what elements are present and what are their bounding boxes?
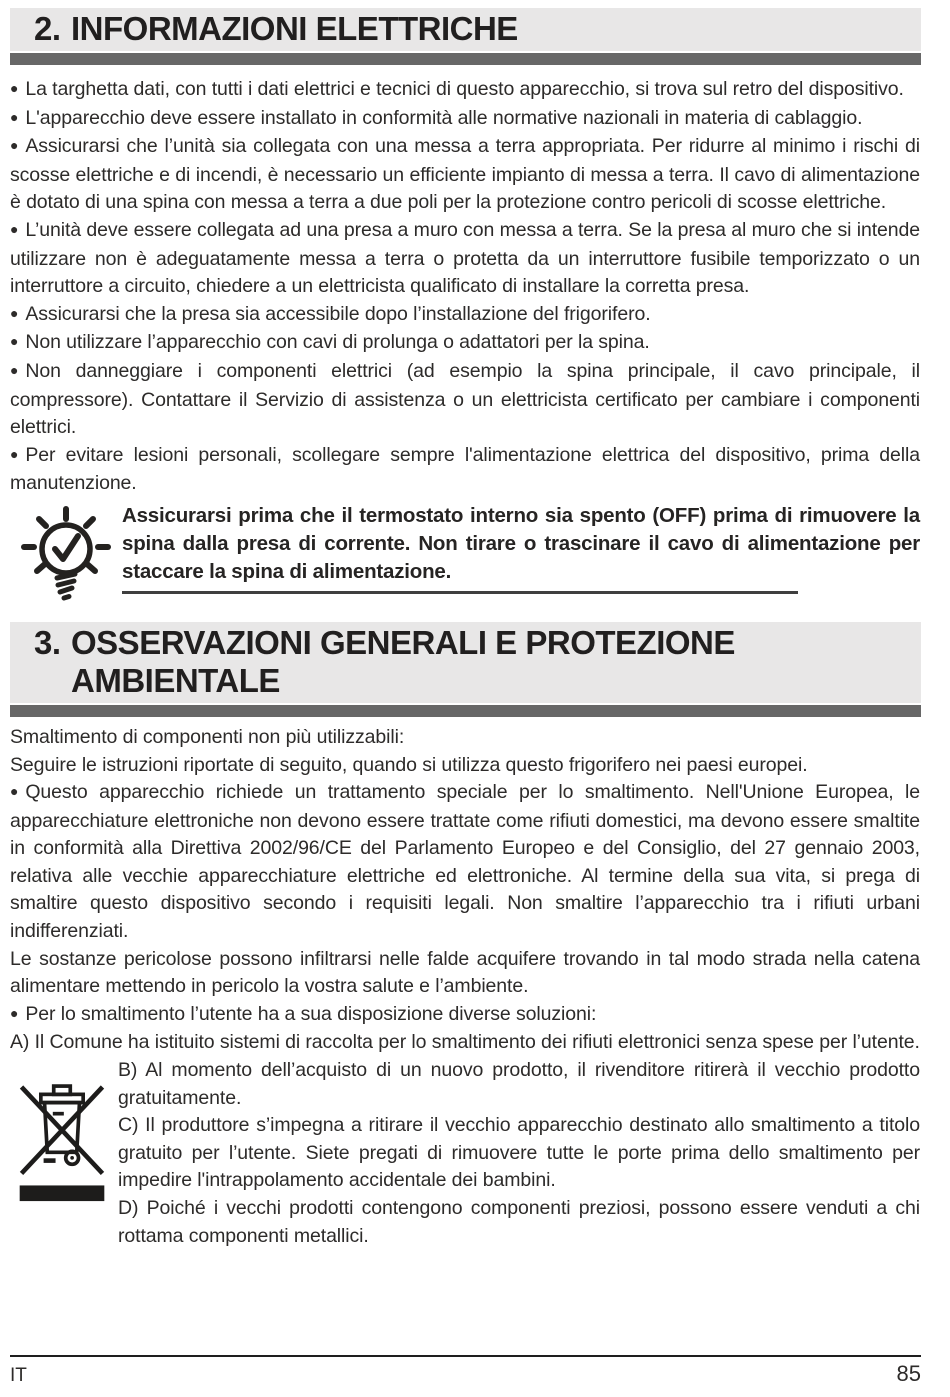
footer-language-code: IT — [10, 1365, 27, 1386]
bullet-icon: ● — [10, 445, 19, 462]
weee-underline-bar — [20, 1185, 105, 1201]
section-3-header-box — [10, 622, 921, 703]
tip-underline — [122, 591, 798, 594]
bullet-paragraph — [10, 329, 920, 358]
page-footer — [10, 1355, 921, 1387]
bullet-paragraph — [10, 105, 920, 134]
section-2-number: 2. — [34, 10, 61, 47]
bullet-icon: ● — [10, 333, 19, 350]
section-3-header-bar — [10, 705, 921, 717]
bullet-text: Assicurarsi che la presa sia accessibile dopo l’installazione del frigorifero. — [25, 302, 651, 325]
section-3-header — [10, 622, 921, 717]
bullet-icon: ● — [10, 80, 19, 96]
option-c-paragraph: C) Il produttore s’impegna a ritirare il vecchio apparecchio destinato allo smaltimento a titolo gratuito per l’utente. Siete pregati di rimuovere tutte le porte prima dello smaltimento per impedire l'intrappolamento accidentale dei bambini. — [118, 1114, 920, 1192]
weee-crossed-out-bin-icon — [10, 1057, 118, 1203]
bullet-text: Non danneggiare i componenti elettrici (ad esempio la spina principale, il cavo principale, il compressore). Contattare il Servizio di assistenza o un elettricista certificato per cambiare i componenti elettrici. — [10, 359, 920, 439]
bullet-icon: ● — [10, 220, 19, 237]
bullet-text: La targhetta dati, con tutti i dati elettrici e tecnici di questo apparecchio, si trova sul retro del dispositivo. — [25, 78, 904, 100]
bullet-paragraph — [10, 779, 920, 946]
section-2-header-box — [10, 8, 921, 51]
paragraph: Le sostanze pericolose possono infiltrarsi nelle falde acquifere trovando in tal modo strada nella catena alimentare mettendo in pericolo la vostra salute e l’ambiente. — [10, 947, 920, 998]
bullet-icon: ● — [10, 783, 19, 800]
section-2-header-bar — [10, 53, 921, 65]
bullet-text: Non utilizzare l’apparecchio con cavi di prolunga o adattatori per la spina. — [25, 331, 650, 354]
section-3-title: OSSERVAZIONI GENERALI E PROTEZIONE AMBIENTALE — [71, 623, 735, 699]
footer-page-number: 85 — [896, 1361, 921, 1386]
option-b-paragraph: B) Al momento dell’acquisto di un nuovo prodotto, il rivenditore ritirerà il vecchio prodotto gratuitamente. — [118, 1059, 920, 1109]
bullet-icon: ● — [10, 361, 19, 378]
bullet-paragraph — [10, 301, 920, 330]
bullet-icon: ● — [10, 304, 19, 321]
weee-options-text — [118, 1057, 920, 1250]
intro-line: Smaltimento di componenti non più utilizzabili: — [10, 725, 405, 748]
bullet-icon: ● — [10, 108, 19, 125]
intro-line: Seguire le istruzioni riportate di seguito, quando si utilizza questo frigorifero nei paesi europei. — [10, 753, 808, 776]
bullet-paragraph — [10, 217, 920, 301]
bullet-text: Per evitare lesioni personali, scollegare sempre l'alimentazione elettrica del dispositivo, prima della manutenzione. — [10, 443, 920, 495]
option-a-paragraph: A) Il Comune ha istituito sistemi di raccolta per lo smaltimento dei rifiuti elettronici senza spese per l’utente. — [10, 1031, 920, 1054]
bullet-text: L’unità deve essere collegata ad una presa a muro con messa a terra. Se la presa al muro che si intende utilizzare non è adeguatamente messa a terra o protetta da un interruttore fusibile temporizzato o un interruttore a circuito, chiedere a un elettricista qualificato di installare la corretta presa. — [10, 218, 920, 298]
section-2-body — [10, 76, 920, 498]
tip-box — [10, 502, 920, 605]
section-3-number: 3. — [34, 623, 61, 661]
bullet-text: Questo apparecchio richiede un trattamento speciale per lo smaltimento. Nell'Unione Europea, le apparecchiature elettroniche non devono essere trattate come rifiuti domestici, ma devono essere smaltite in conformità alla Direttiva 2002/96/CE del Parlamento Europeo e del Consiglio, del 27 gennaio 2003, relativa alle vecchie apparecchiature elettriche ed elettroniche. Al termine della sua vita, si prega di smaltire questo dispositivo secondo i requisiti legali. Non smaltire l’apparecchio tra i rifiuti urbani indifferenziati. — [10, 781, 920, 943]
bullet-paragraph — [10, 133, 920, 217]
bullet-paragraph — [10, 358, 920, 442]
bullet-text: Per lo smaltimento l’utente ha a sua disposizione diverse soluzioni: — [25, 1002, 597, 1025]
bullet-paragraph — [10, 76, 920, 105]
bullet-paragraph — [10, 442, 920, 498]
bullet-text: L'apparecchio deve essere installato in conformità alle normative nazionali in materia di cablaggio. — [25, 106, 863, 129]
section-2-header — [10, 8, 921, 65]
bullet-icon: ● — [10, 1004, 19, 1021]
section-3-body — [10, 724, 920, 1250]
bullet-paragraph — [10, 1001, 920, 1030]
bullet-text: Assicurarsi che l’unità sia collegata con una messa a terra appropriata. Per ridurre al minimo i rischi di scosse elettriche e di incendi, è necessario un efficiente impianto di messa a terra. Il cavo di alimentazione è dotato di una spina con messa a terra a due poli per la protezione contro pericoli di scosse elettriche. — [10, 135, 920, 214]
weee-row — [10, 1057, 920, 1250]
option-d-paragraph: D) Poiché i vecchi prodotti contengono componenti preziosi, possono essere venduti a chi rottama componenti metallici. — [118, 1197, 920, 1247]
bullet-icon: ● — [10, 137, 19, 154]
tip-text: Assicurarsi prima che il termostato interno sia spento (OFF) prima di rimuovere la spina dalla presa di corrente. Non tirare o trascinare il cavo di alimentazione per staccare la spina di alimentazione. — [122, 503, 920, 583]
tip-body — [122, 502, 920, 594]
section-2-title: INFORMAZIONI ELETTRICHE — [71, 10, 518, 47]
lightbulb-check-icon — [10, 502, 122, 605]
